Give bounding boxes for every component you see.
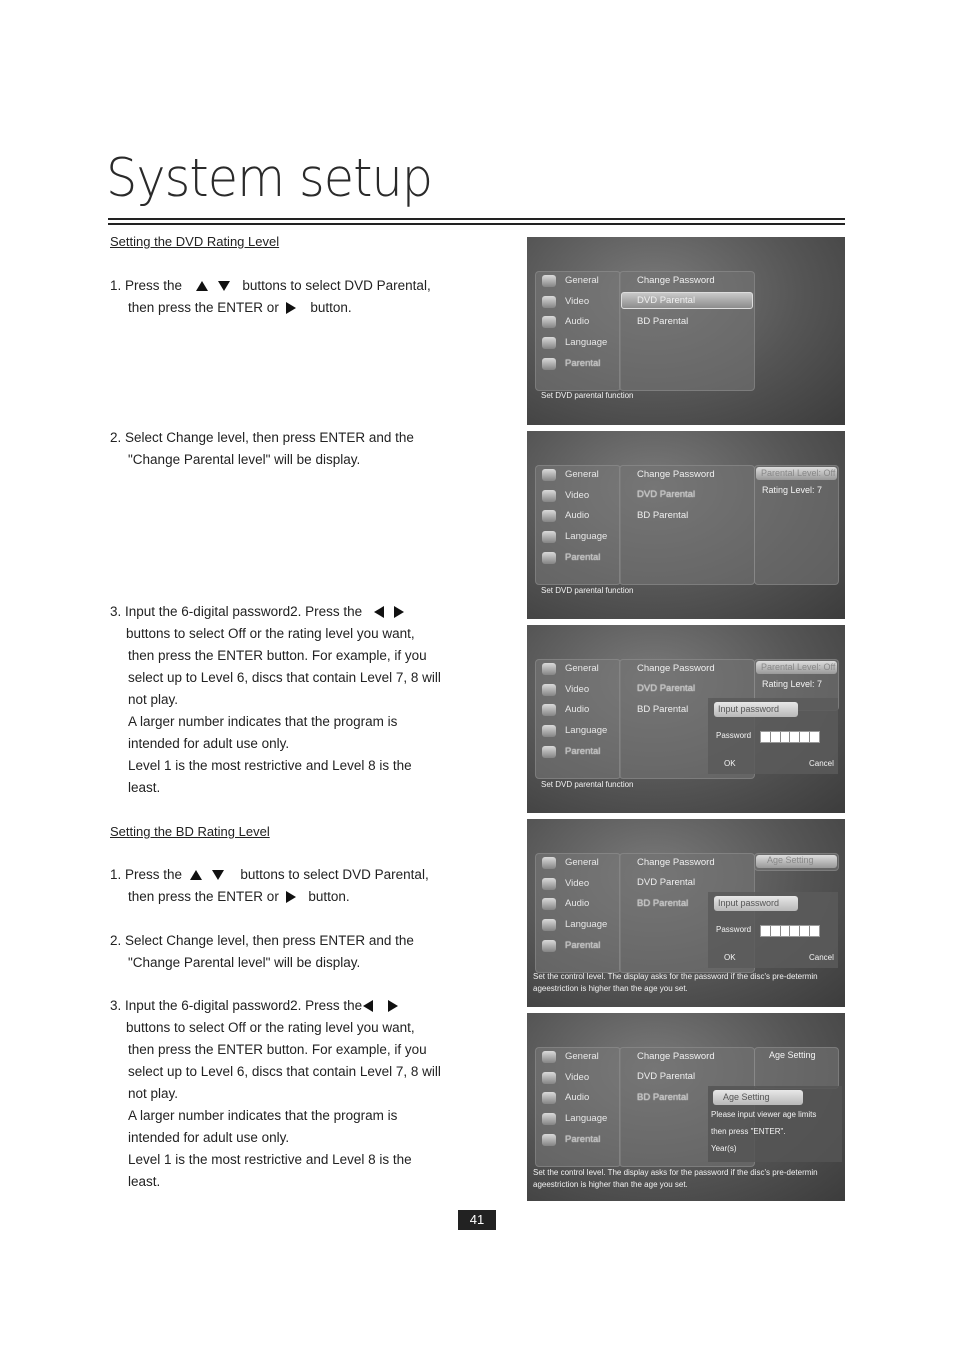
parental-submenu: Change Password DVD Parental BD Parental	[619, 659, 755, 779]
audio-icon	[542, 704, 556, 716]
age-setting-panel: Age Setting	[754, 1047, 839, 1089]
ok-button[interactable]: OK	[724, 759, 736, 768]
ok-button[interactable]: OK	[724, 953, 736, 962]
video-icon	[542, 490, 556, 502]
parental-submenu: Change Password DVD Parental BD Parental	[619, 465, 755, 585]
video-icon	[542, 1072, 556, 1084]
parental-icon	[542, 358, 556, 370]
password-dialog: Input password Password OK Cancel	[708, 892, 838, 968]
language-icon	[542, 725, 556, 737]
cancel-button[interactable]: Cancel	[809, 953, 834, 962]
screenshot-bd-age-setting: General Video Audio Language Parental Change Password DVD Parental BD Parental Age Setting Age Setting Please input viewer age limits then press "ENTER". Year(s) Set the control level. The display asks for the password if the disc's pre-determin ageestriction is higher than the age you set.	[527, 1013, 845, 1201]
parental-icon	[542, 1134, 556, 1146]
bd-step-1: 1. Press the buttons to select DVD Parental, then press the ENTER or button.	[110, 867, 429, 904]
up-arrow-icon	[190, 870, 202, 880]
password-input[interactable]	[760, 731, 820, 743]
video-icon	[542, 684, 556, 696]
right-arrow-icon	[394, 606, 404, 618]
setup-menu-categories: General Video Audio Language Parental	[535, 271, 621, 391]
screenshot-dvd-parental-select: General Video Audio Language Parental Change Password DVD Parental BD Parental Set DVD parental function	[527, 237, 845, 425]
dvd-step-1: 1. Press the buttons to select DVD Parental, then press the ENTER or button.	[110, 278, 431, 315]
password-dialog: Input password Password OK Cancel	[708, 698, 838, 774]
parental-submenu: Change Password DVD Parental BD Parental	[619, 271, 755, 391]
audio-icon	[542, 510, 556, 522]
setup-menu-categories: General Video Audio Language Parental	[535, 1047, 621, 1167]
language-icon	[542, 531, 556, 543]
cancel-button[interactable]: Cancel	[809, 759, 834, 768]
screenshot-dvd-input-password: General Video Audio Language Parental Change Password DVD Parental BD Parental Parental Level: Off Rating Level: 7 Input password Password OK Cancel Set DVD parental function	[527, 625, 845, 813]
screenshot-change-parental-level: General Video Audio Language Parental Change Password DVD Parental BD Parental Parental Level: Off Rating Level: 7 Set DVD parental function	[527, 431, 845, 619]
dvd-section-heading: Setting the DVD Rating Level	[110, 234, 280, 249]
parental-level-panel: Parental Level: Off Rating Level: 7	[754, 659, 839, 711]
screenshot-bd-input-password: General Video Audio Language Parental Change Password DVD Parental BD Parental Age Setting Input password Password OK Cancel Set the control level. The display asks for the password if the disc's pre-determin ageestriction is higher than the age you set.	[527, 819, 845, 1007]
dvd-step-3: 3. Input the 6-digital password2. Press the buttons to select Off or the rating level you want, then press the ENTER button. For example, if you select up to Level 6, discs that contain Level 7, 8 will not play. A larger number indicates that the program is intended for adult use only. Level 1 is the most restrictive and Level 8 is the least.	[110, 604, 441, 795]
up-arrow-icon	[196, 281, 208, 291]
parental-icon	[542, 940, 556, 952]
page-title: System setup	[106, 148, 433, 209]
language-icon	[542, 1113, 556, 1125]
password-input[interactable]	[760, 925, 820, 937]
page-number: 41	[458, 1210, 496, 1230]
right-arrow-icon	[286, 891, 296, 903]
down-arrow-icon	[218, 281, 230, 291]
audio-icon	[542, 898, 556, 910]
left-arrow-icon	[363, 1000, 373, 1012]
setup-menu-categories: General Video Audio Language Parental	[535, 853, 621, 973]
parental-submenu: Change Password DVD Parental BD Parental	[619, 853, 755, 973]
general-icon	[542, 663, 556, 675]
general-icon	[542, 857, 556, 869]
age-setting-panel: Age Setting	[754, 853, 839, 871]
right-arrow-icon	[286, 302, 296, 314]
left-arrow-icon	[374, 606, 384, 618]
year-input[interactable]: Year(s)	[711, 1144, 737, 1153]
bd-step-3: 3. Input the 6-digital password2. Press the buttons to select Off or the rating level you want, then press the ENTER button. For example, if you select up to Level 6, discs that contain Level 7, 8 will not play. A larger number indicates that the program is intended for adult use only. Level 1 is the most restrictive and Level 8 is the least.	[110, 998, 441, 1189]
title-rule-top	[108, 218, 845, 220]
language-icon	[542, 337, 556, 349]
audio-icon	[542, 316, 556, 328]
parental-icon	[542, 746, 556, 758]
age-setting-dialog: Age Setting Please input viewer age limits then press "ENTER". Year(s)	[708, 1086, 842, 1162]
bd-step-2: 2. Select Change level, then press ENTER and the "Change Parental level" will be display.	[110, 933, 414, 970]
right-arrow-icon	[388, 1000, 398, 1012]
general-icon	[542, 275, 556, 287]
parental-level-panel: Parental Level: Off Rating Level: 7	[754, 465, 839, 585]
general-icon	[542, 1051, 556, 1063]
video-icon	[542, 878, 556, 890]
down-arrow-icon	[212, 870, 224, 880]
general-icon	[542, 469, 556, 481]
setup-menu-categories: General Video Audio Language Parental	[535, 659, 621, 779]
language-icon	[542, 919, 556, 931]
title-rule-bottom	[108, 223, 845, 225]
video-icon	[542, 296, 556, 308]
parental-submenu: Change Password DVD Parental BD Parental	[619, 1047, 755, 1167]
dvd-step-2: 2. Select Change level, then press ENTER and the "Change Parental level" will be display.	[110, 430, 414, 467]
bd-section-heading: Setting the BD Rating Level	[110, 824, 270, 839]
parental-icon	[542, 552, 556, 564]
audio-icon	[542, 1092, 556, 1104]
setup-menu-categories: General Video Audio Language Parental	[535, 465, 621, 585]
